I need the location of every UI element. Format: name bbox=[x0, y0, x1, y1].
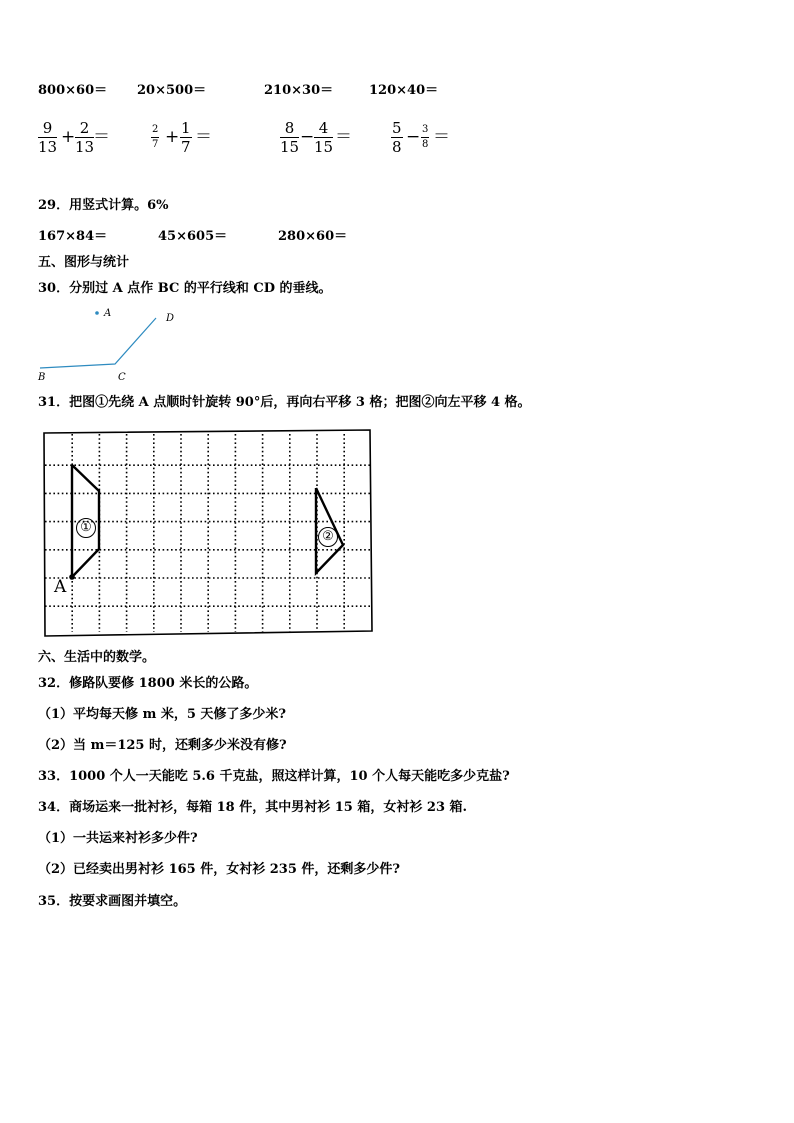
label-a: A bbox=[104, 308, 112, 319]
operator: − bbox=[300, 127, 315, 147]
vertical-calc-2: 45×605＝ bbox=[158, 229, 228, 244]
vertical-calc-3: 280×60＝ bbox=[278, 229, 348, 244]
numerator: 5 bbox=[392, 119, 402, 137]
question-32-part-2: （2）当 m＝125 时，还剩多少米没有修? bbox=[38, 738, 287, 753]
question-31-title: 31．把图①先绕 A 点顺时针旋转 90°后，再向右平移 3 格；把图②向左平移 4 格。 bbox=[38, 395, 531, 410]
equals: ＝ bbox=[433, 127, 450, 147]
question-29-title: 29．用竖式计算。6% bbox=[38, 198, 169, 213]
section-6-heading: 六、生活中的数学。 bbox=[38, 650, 156, 665]
numerator: 3 bbox=[422, 124, 429, 135]
oral-calc-1: 800×60＝ bbox=[38, 83, 108, 98]
denominator: 15 bbox=[314, 138, 334, 156]
question-30-title: 30．分别过 A 点作 BC 的平行线和 CD 的垂线。 bbox=[38, 281, 332, 296]
numerator: 1 bbox=[181, 119, 191, 137]
operator: + bbox=[61, 127, 76, 147]
question-35-title: 35．按要求画图并填空。 bbox=[38, 894, 187, 909]
question-34-title: 34．商场运来一批衬衫，每箱 18 件，其中男衬衫 15 箱，女衬衫 23 箱. bbox=[38, 800, 468, 815]
vertical-calc-1: 167×84＝ bbox=[38, 229, 108, 244]
figure-2-label: ② bbox=[318, 527, 338, 547]
denominator: 8 bbox=[422, 139, 429, 150]
denominator: 8 bbox=[392, 138, 402, 156]
denominator: 15 bbox=[280, 138, 300, 156]
operator: − bbox=[406, 127, 421, 147]
equals: ＝ bbox=[335, 127, 352, 147]
question-34-part-2: （2）已经卖出男衬衫 165 件，女衬衫 235 件，还剩多少件? bbox=[38, 862, 401, 877]
equals: ＝ bbox=[195, 127, 212, 147]
label-d: D bbox=[166, 313, 175, 324]
operator: + bbox=[165, 127, 180, 147]
question-32-title: 32．修路队要修 1800 米长的公路。 bbox=[38, 676, 258, 691]
point-a-label: A bbox=[54, 577, 67, 597]
denominator: 7 bbox=[152, 139, 159, 150]
oral-calc-3: 210×30＝ bbox=[264, 83, 334, 98]
figure-1-label: ① bbox=[76, 518, 96, 538]
numerator: 9 bbox=[42, 119, 53, 137]
label-c: C bbox=[118, 372, 126, 383]
denominator: 7 bbox=[181, 138, 191, 156]
oral-calc-4: 120×40＝ bbox=[369, 83, 439, 98]
section-5-heading: 五、图形与统计 bbox=[38, 255, 130, 270]
question-32-part-1: （1）平均每天修 m 米，5 天修了多少米? bbox=[38, 707, 287, 722]
question-33-title: 33．1000 个人一天能吃 5.6 千克盐，照这样计算，10 个人每天能吃多少克盐? bbox=[38, 769, 510, 784]
oral-calc-2: 20×500＝ bbox=[137, 83, 207, 98]
numerator: 2 bbox=[152, 124, 159, 135]
numerator: 2 bbox=[79, 119, 90, 137]
label-b: B bbox=[38, 372, 46, 383]
denominator: 13 bbox=[38, 138, 58, 156]
question-34-part-1: （1）一共运来衬衫多少件? bbox=[38, 831, 198, 846]
numerator: 8 bbox=[284, 119, 295, 137]
equals: ＝ bbox=[93, 127, 110, 147]
numerator: 4 bbox=[318, 119, 329, 137]
point-a-dot bbox=[69, 574, 75, 580]
denominator: 13 bbox=[75, 138, 95, 156]
